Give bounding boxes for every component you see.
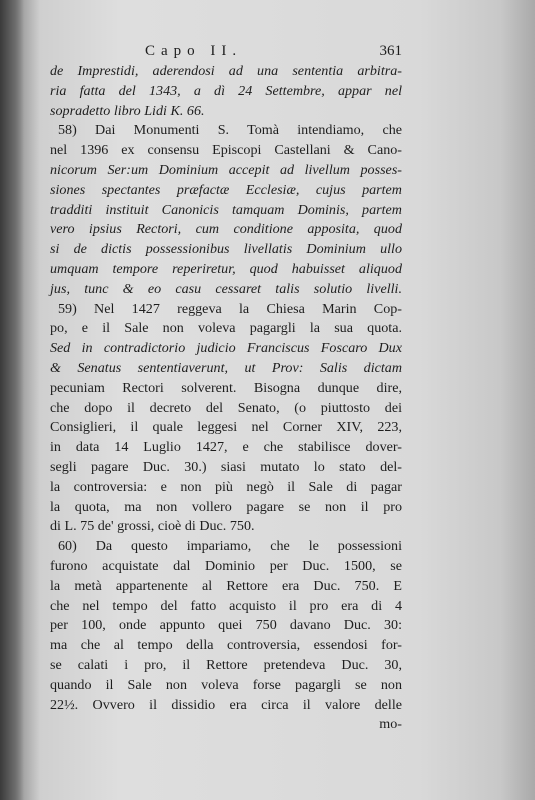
text-line: 60) Da questo impariamo, che le possessioni <box>58 538 402 555</box>
text-line: la metà appartenente al Rettore era Duc. 750. E <box>50 577 402 594</box>
text-line: furono acquistate dal Dominio per Duc. 1500, se <box>50 557 402 574</box>
text-line: vero ipsius Rectori, cum conditione apposita, quod <box>50 221 402 238</box>
text-line: 22½. Ovvero il dissidio era circa il valore delle <box>50 696 402 713</box>
text-line: la controversia: e non più negò il Sale di pagar <box>50 478 402 495</box>
running-header <box>50 36 402 62</box>
text-line: umquam tempore reperiretur, quod habuisset aliquod <box>50 260 402 277</box>
text-line: in data 14 Luglio 1427, e che stabilisce dover- <box>50 439 402 456</box>
text-line: la quota, ma non vollero pagare se non il pro <box>50 498 402 515</box>
text-line: che dopo il decreto del Senato, (o piuttosto dei <box>50 399 402 416</box>
text-line: nicorum Ser:um Dominium accepit ad livellum posses- <box>50 161 402 178</box>
text-line: tradditi instituit Canonicis tamquam Dominis, partem <box>50 201 402 218</box>
text-line: siones spectantes præfactæ Ecclesiæ, cujus partem <box>50 181 402 198</box>
text-line: che nel tempo del fatto acquisto il pro era di 4 <box>50 597 402 614</box>
text-line: sopradetto libro Lidi K. 66. <box>50 102 205 119</box>
text-line: nel 1396 ex consensu Episcopi Castellani & Cano- <box>50 142 402 159</box>
text-line: per 100, onde appunto quei 750 davano Duc. 30: <box>50 617 402 634</box>
text-line: di L. 75 de' grossi, cioè di Duc. 750. <box>50 518 255 535</box>
text-line: quando il Sale non voleva forse pagargli se non <box>50 676 402 693</box>
text-line: & Senatus sententiaverunt, ut Prov: Salis dictam <box>50 359 402 376</box>
body-text <box>50 62 402 715</box>
text-line: si de dictis possessionibus livellatis Dominium ullo <box>50 241 402 258</box>
text-line: ria fatta del 1343, a dì 24 Settembre, appar nel <box>50 82 402 99</box>
catchword: mo- <box>379 716 402 733</box>
text-block <box>50 36 402 735</box>
text-line: Sed in contradictorio judicio Franciscus Foscaro Dux <box>50 340 402 357</box>
text-line: segli pagare Duc. 30.) siasi mutato lo stato del- <box>50 458 402 475</box>
text-line: po, e il Sale non voleva pagargli la sua quota. <box>50 320 402 337</box>
text-line: 58) Dai Monumenti S. Tomà intendiamo, che <box>58 122 402 139</box>
text-line: 59) Nel 1427 reggeva la Chiesa Marin Cop- <box>58 300 402 317</box>
page-number: 361 <box>379 43 402 59</box>
text-line: Consiglieri, il quale leggesi nel Corner XIV, 223, <box>50 419 402 436</box>
book-spine-shadow <box>0 0 24 800</box>
chapter-title: Capo II. <box>145 43 243 59</box>
text-line: se calati i pro, il Rettore pretendeva Duc. 30, <box>50 656 402 673</box>
text-line: ma che al tempo della controversia, essendosi for- <box>50 637 402 654</box>
text-line: pecuniam Rectori solverent. Bisogna dunque dire, <box>50 379 402 396</box>
text-line: de Imprestidi, aderendosi ad una sententia arbitra- <box>50 63 402 79</box>
text-line: jus, tunc & eo casu cessaret talis solutio livelli. <box>50 280 402 297</box>
